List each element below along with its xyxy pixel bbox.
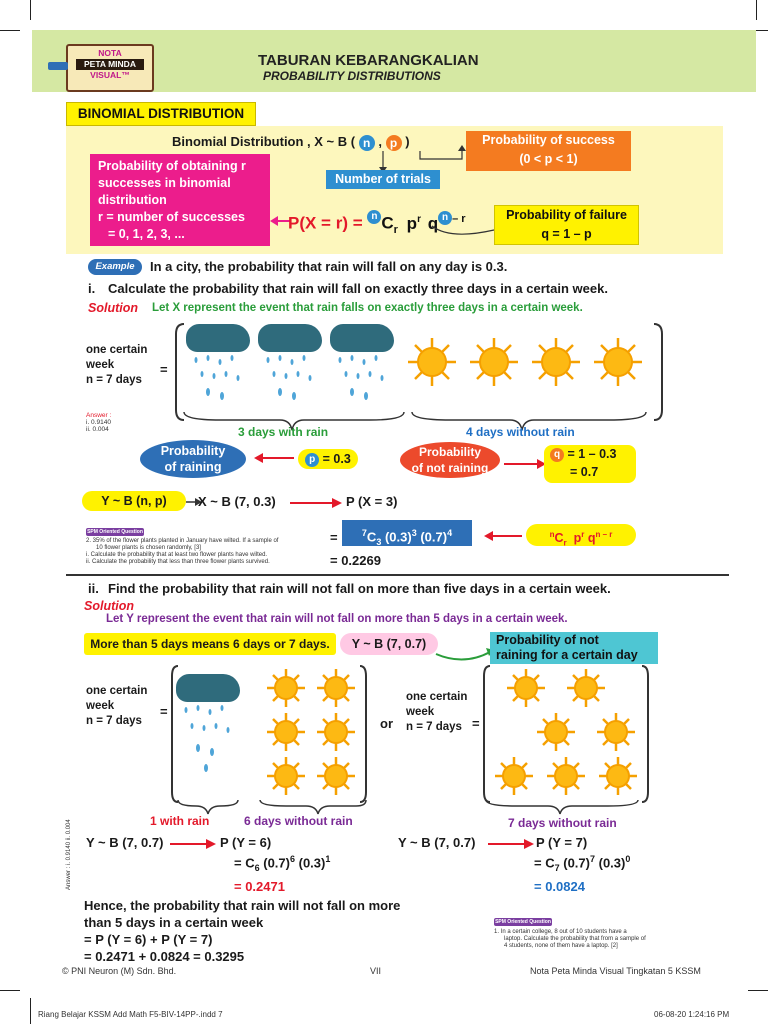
spm-tag-2: SPM Oriented Question — [495, 919, 551, 925]
left-calc: = $C_6$ $(0.7)^6$ $(0.3)^1$ — [234, 854, 331, 873]
spm-question-2: 1. In a certain college, 8 out of 10 students have a laptop. Calculate the probability that from a sample of 4 students, none of them have a laptop. [2] — [494, 929, 646, 949]
footer-page: VII — [370, 966, 382, 976]
logo: NOTA PETA MINDA VISUAL™ — [66, 44, 154, 92]
right-dist-arrow — [488, 838, 534, 850]
failure-box: Probability of failure q = 1 – p — [494, 205, 639, 245]
question-2: Find the probability that rain will not fall on more than five days in a certain week. — [108, 581, 611, 596]
rain-cloud-4 — [176, 674, 246, 787]
green-arrow — [434, 644, 496, 666]
crop-mark — [0, 30, 20, 31]
spm-question-1: 2. 35% of the flower plants planted in January have wilted. If a sample of 10 flower plants is chosen randomly, [3] i. Calculate the probability that at least two flower plants have wilted. ii. Calculate the probability that less than three flower plants survived. — [86, 538, 279, 565]
raindrops-icon — [258, 352, 328, 412]
crop-mark — [30, 998, 31, 1024]
crop-mark — [0, 990, 20, 991]
spm-tag-1: SPM Oriented Question — [87, 529, 143, 535]
side-answer: Answer : i. 0.9140 ii. 0.004 — [66, 819, 72, 890]
more-than-5-box: More than 5 days means 6 days or 7 days. — [84, 633, 336, 655]
pink-arrow — [270, 215, 290, 227]
solution-2: Let Y represent the event that rain will not fall on more than 5 days in a certain week. — [106, 613, 568, 625]
footer-book: Nota Peta Minda Visual Tingkatan 5 KSSM — [530, 966, 701, 976]
logo-clip — [48, 62, 68, 70]
sun-grid-left — [256, 664, 368, 802]
left-result: = 0.2471 — [234, 879, 285, 894]
trials-box: Number of trials — [326, 170, 440, 189]
prob-not-raining-ellipse: Probability of not raining — [400, 442, 500, 478]
left-dist: Y ~ B (7, 0.7) — [86, 835, 164, 850]
success-box: Probability of success (0 < p < 1) — [466, 131, 631, 171]
sun-icon — [408, 338, 456, 386]
question-1-number: i. — [88, 281, 96, 296]
footer-copyright: © PNI Neuron (M) Sdn. Bhd. — [62, 966, 177, 976]
equals-sign-3: = — [472, 716, 480, 731]
solution-1: Let X represent the event that rain falls on exactly three days in a certain week. — [152, 302, 583, 314]
sun-grid-right — [488, 664, 648, 804]
crop-mark — [30, 0, 31, 20]
calc-arrow — [484, 530, 522, 542]
q-value-box: q = 1 – 0.3 = 0.7 — [544, 445, 636, 483]
equals-sign: = — [160, 362, 168, 377]
footer-date: 06-08-20 1:24:16 PM — [654, 1010, 730, 1019]
right-result: = 0.0824 — [534, 879, 585, 894]
footer-file: Riang Belajar KSSM Add Math F5-BIV-14PP-.indd 7 — [38, 1010, 223, 1019]
answer-key: Answer : i. 0.9140 ii. 0.004 — [86, 412, 112, 433]
sun-row-1 — [404, 334, 654, 394]
cloud-icon — [176, 674, 240, 702]
rain-days-label: 3 days with rain — [238, 425, 329, 439]
solution-label: Solution — [88, 301, 138, 315]
failure-connector — [430, 222, 496, 242]
cloud-icon — [258, 324, 322, 352]
left-p: P (Y = 6) — [220, 835, 272, 850]
week-label: one certain week n = 7 days — [86, 344, 148, 386]
n-circle: n — [359, 135, 375, 151]
red-arrow-right — [504, 458, 546, 470]
right-dist: Y ~ B (7, 0.7) — [398, 835, 476, 850]
y-dist-box: Y ~ B (n, p) — [82, 491, 186, 511]
red-arrow-left — [254, 452, 294, 464]
one-rain-label: 1 with rain — [150, 814, 210, 828]
cloud-icon — [330, 324, 394, 352]
crop-mark — [748, 990, 768, 991]
prob-obtaining-box: Probability of obtaining r successes in binomial distribution r = number of successes = 0, 1, 2, 3, ... — [90, 154, 270, 246]
right-calc: = $C_7$ $(0.7)^7$ $(0.3)^0$ — [534, 854, 631, 873]
example-statement: In a city, the probability that rain will fall on any day is 0.3. — [150, 259, 508, 274]
result-1: = 0.2269 — [330, 553, 381, 568]
rain-cloud-3 — [330, 324, 400, 417]
calc-box: $^7C_3$ $(0.3)^3$ $(0.7)^4$ — [342, 520, 472, 546]
left-dist-arrow — [170, 838, 216, 850]
cloud-icon — [186, 324, 250, 352]
x-to-p-arrow — [290, 497, 342, 509]
seven-sun-label: 7 days without rain — [508, 816, 617, 830]
ncr-hint: $^nC_r$ $p^r$ $q^{n - r}$ — [526, 524, 636, 546]
rain-cloud-2 — [258, 324, 328, 417]
week-label-2: one certain week n = 7 days — [86, 685, 148, 727]
not-raining-box: Probability of not raining for a certain day — [490, 632, 658, 664]
page-subtitle: PROBABILITY DISTRIBUTIONS — [263, 69, 441, 83]
raindrops-icon — [186, 352, 256, 412]
section-divider — [66, 574, 729, 576]
hence-block: Hence, the probability that rain will not fall on more than 5 days in a certain week = P (Y = 6) + P (Y = 7) = 0.2471 + 0.0824 = 0.3295 — [84, 898, 401, 964]
raindrops-icon — [176, 702, 246, 782]
main-formula: P(X = r) = n $C_r$ $p^r$ q $^{n - r}$ — [288, 211, 466, 237]
x-dist: X ~ B (7, 0.3) — [198, 494, 276, 509]
raindrops-icon — [330, 352, 400, 412]
p-x-equals-3: P (X = 3) — [346, 494, 398, 509]
six-sun-label: 6 days without rain — [244, 814, 353, 828]
p-value-box: p = 0.3 — [298, 449, 358, 469]
p-circle: p — [386, 135, 402, 151]
binomial-heading: Binomial Distribution , X ~ B ( n , p ) — [172, 134, 410, 150]
question-1: Calculate the probability that rain will fall on exactly three days in a certain week. — [108, 281, 608, 296]
rain-cloud-1 — [186, 324, 256, 417]
sun-days-label: 4 days without rain — [466, 425, 575, 439]
section-tag: BINOMIAL DISTRIBUTION — [66, 102, 256, 126]
calc-equals: = — [330, 530, 338, 545]
page-title: TABURAN KEBARANGKALIAN — [258, 52, 479, 69]
equals-sign-2: = — [160, 704, 168, 719]
example-tag: Example — [88, 259, 142, 275]
question-2-number: ii. — [88, 581, 99, 596]
week-label-3: one certain week n = 7 days — [406, 691, 468, 733]
solution-label-2: Solution — [84, 599, 134, 613]
crop-mark — [756, 0, 757, 20]
prob-raining-ellipse: Probability of raining — [140, 440, 246, 478]
or-label: or — [380, 716, 393, 731]
right-p: P (Y = 7) — [536, 835, 588, 850]
y-dist2-box: Y ~ B (7, 0.7) — [340, 633, 438, 655]
